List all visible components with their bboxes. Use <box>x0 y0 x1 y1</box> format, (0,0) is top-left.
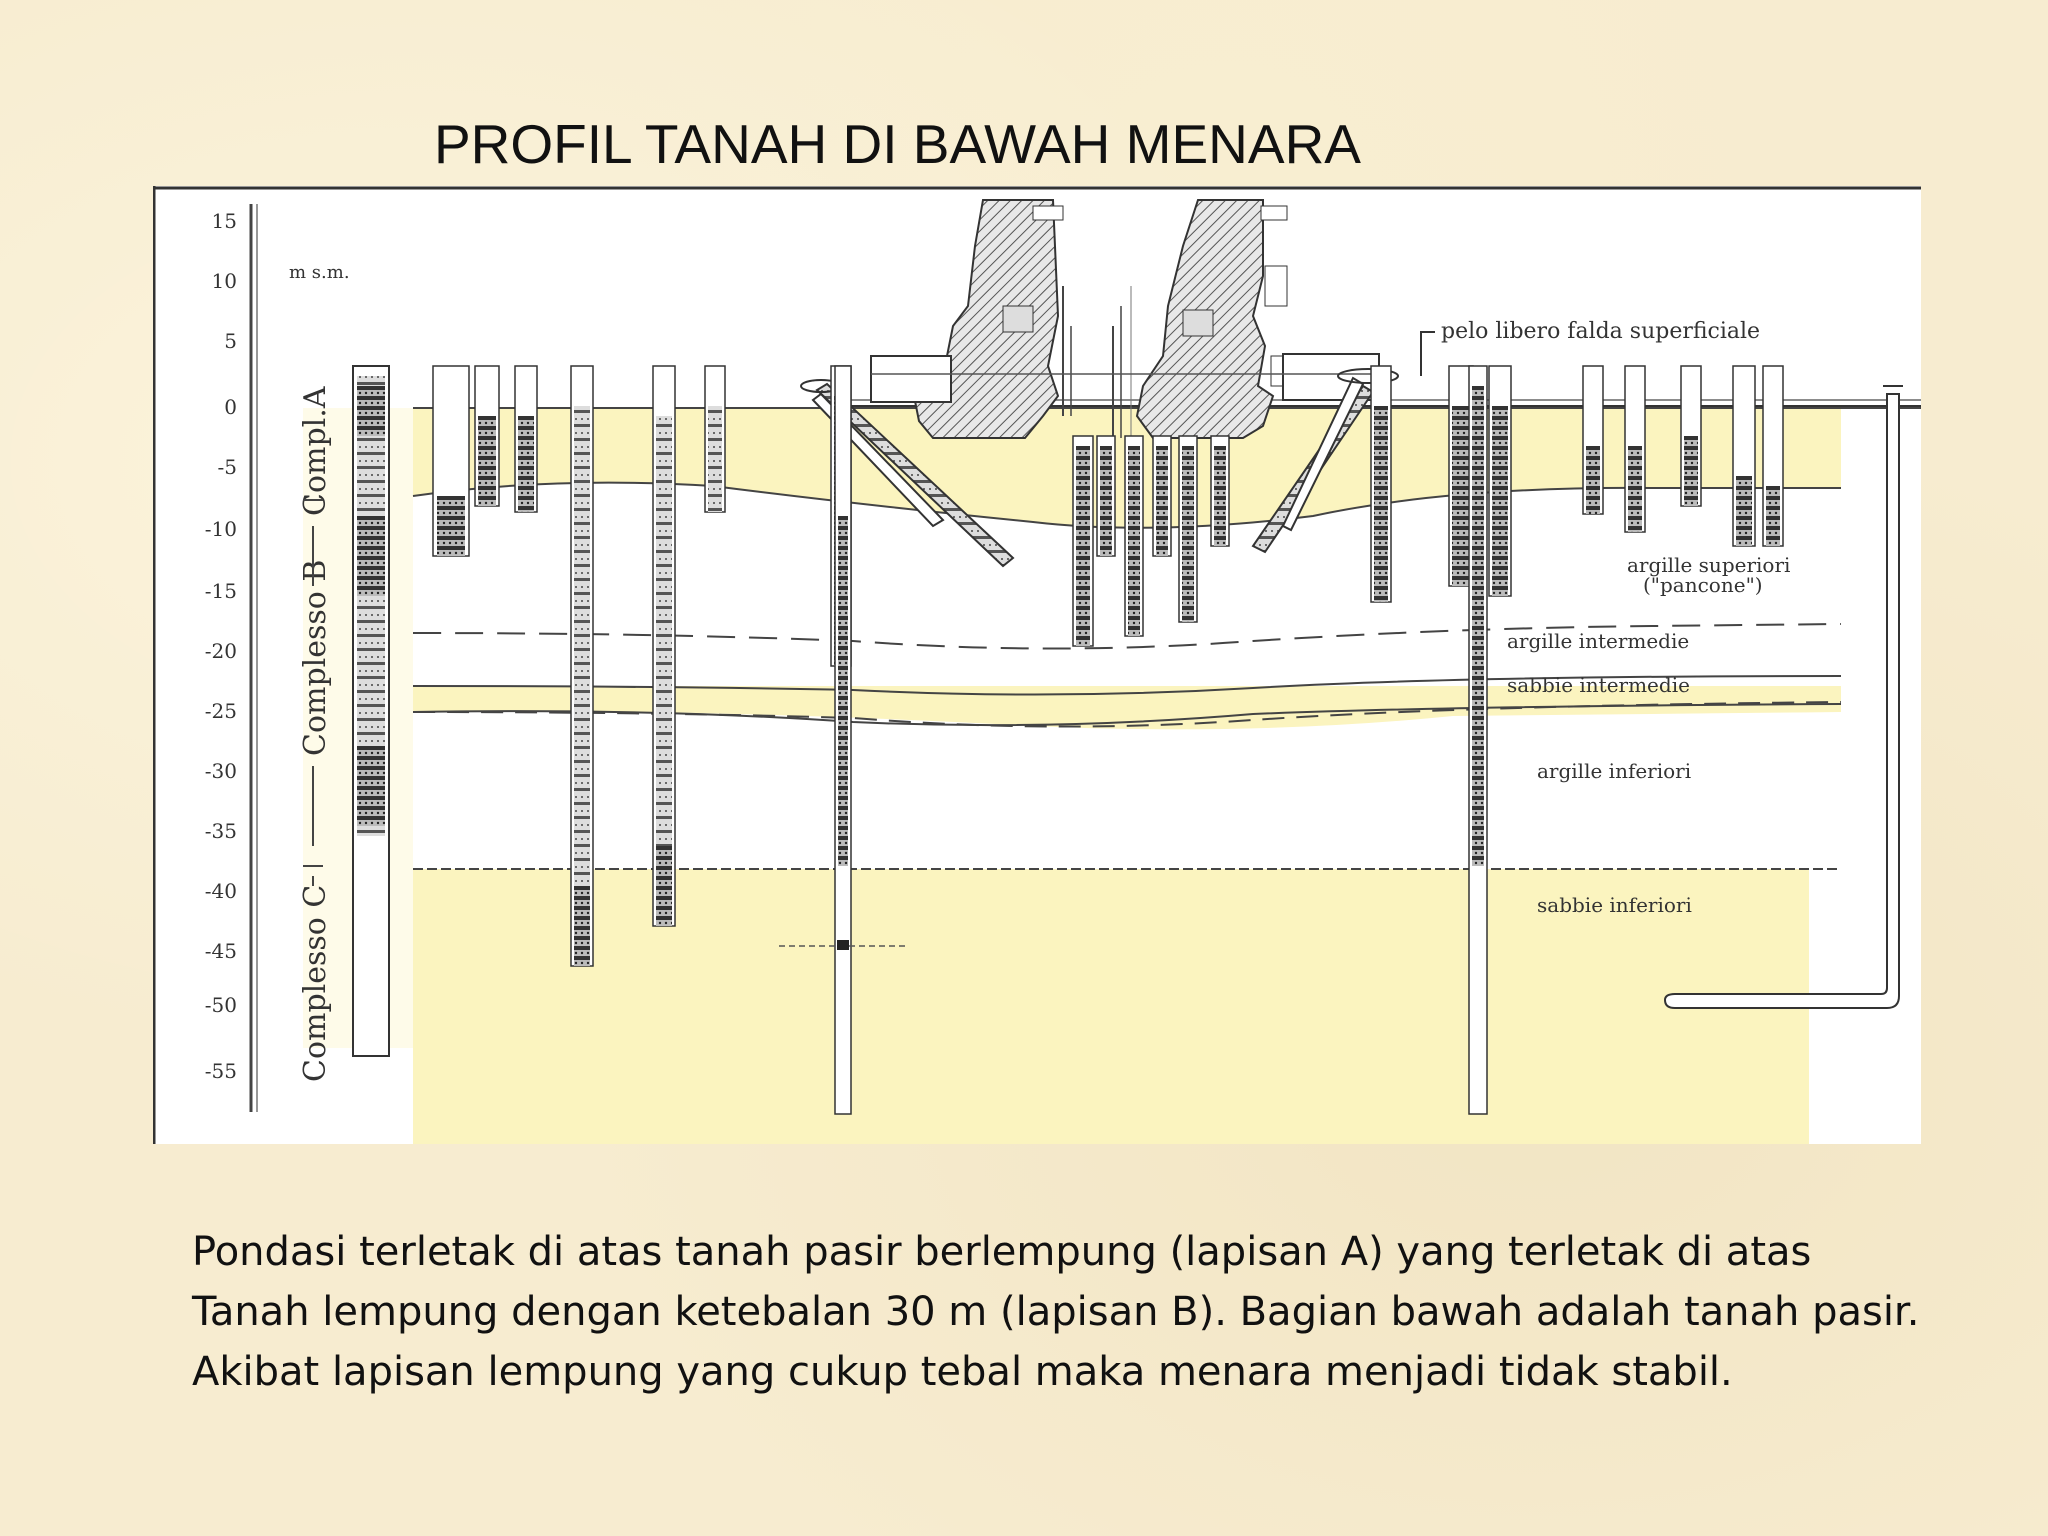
complex-a-label: Compl.A <box>298 386 333 516</box>
layer-label-sabbie-inferiori: sabbie inferiori <box>1537 893 1692 917</box>
borehole <box>705 366 725 512</box>
depth-tick: -45 <box>204 939 237 963</box>
reference-column <box>353 366 389 1056</box>
layer-label-sabbie-intermedie: sabbie intermedie <box>1507 673 1690 697</box>
soil-profile-figure <box>153 186 1921 1144</box>
layer-label-argille-intermedie: argille intermedie <box>1507 629 1690 653</box>
deep-borehole-right <box>1469 366 1487 1114</box>
borehole <box>433 366 469 556</box>
depth-tick: -55 <box>204 1059 237 1083</box>
borehole <box>653 366 675 926</box>
depth-tick: -15 <box>204 579 237 603</box>
depth-tick: 0 <box>224 395 237 419</box>
slide-title: PROFIL TANAH DI BAWAH MENARA <box>434 113 1361 175</box>
caption-line: Tanah lempung dengan ketebalan 30 m (lapisan B). Bagian bawah adalah tanah pasir. <box>192 1289 1920 1335</box>
depth-tick: -40 <box>204 879 237 903</box>
depth-tick: 5 <box>224 329 237 353</box>
caption-line: Akibat lapisan lempung yang cukup tebal maka menara menjadi tidak stabil. <box>192 1349 1733 1395</box>
layer-label-argille-superiori: argille superiori <box>1627 553 1791 577</box>
layer-label-pancone: ("pancone") <box>1643 573 1763 597</box>
layer-labels <box>1507 553 1790 917</box>
borehole <box>1073 436 1093 646</box>
soil-profile-svg <box>153 186 1921 1144</box>
depth-tick: 10 <box>211 269 237 293</box>
depth-tick: -35 <box>204 819 237 843</box>
depth-tick: -30 <box>204 759 237 783</box>
complex-c-label: Complesso C <box>298 884 333 1082</box>
borehole <box>1763 366 1783 546</box>
borehole <box>1489 366 1511 596</box>
borehole <box>1625 366 1645 532</box>
complex-b-label: Complesso B <box>298 559 333 756</box>
borehole <box>1583 366 1603 514</box>
tower <box>871 200 1379 438</box>
borehole <box>1153 436 1171 556</box>
borehole <box>475 366 499 506</box>
borehole <box>1733 366 1755 546</box>
water-table-label: pelo libero falda superficiale <box>1441 319 1761 344</box>
borehole <box>1371 366 1391 602</box>
borehole <box>515 366 537 512</box>
unit-label: m s.m. <box>289 262 350 283</box>
depth-tick: 15 <box>211 209 237 233</box>
layer-label-argille-inferiori: argille inferiori <box>1537 759 1692 783</box>
borehole <box>1179 436 1197 622</box>
depth-tick: -25 <box>204 699 237 723</box>
borehole <box>1125 436 1143 636</box>
borehole <box>1211 436 1229 546</box>
borehole <box>571 366 593 966</box>
depth-tick: -5 <box>217 455 237 479</box>
borehole <box>1681 366 1701 506</box>
slide-caption <box>192 1222 2012 1402</box>
borehole <box>1097 436 1115 556</box>
complex-labels <box>298 386 333 1082</box>
caption-line: Pondasi terletak di atas tanah pasir berlempung (lapisan A) yang terletak di atas <box>192 1229 1812 1275</box>
tower-plinth-left <box>871 356 951 402</box>
depth-tick: -10 <box>204 517 237 541</box>
depth-tick: -20 <box>204 639 237 663</box>
depth-tick: -50 <box>204 993 237 1017</box>
depth-tick-labels <box>205 209 237 1083</box>
